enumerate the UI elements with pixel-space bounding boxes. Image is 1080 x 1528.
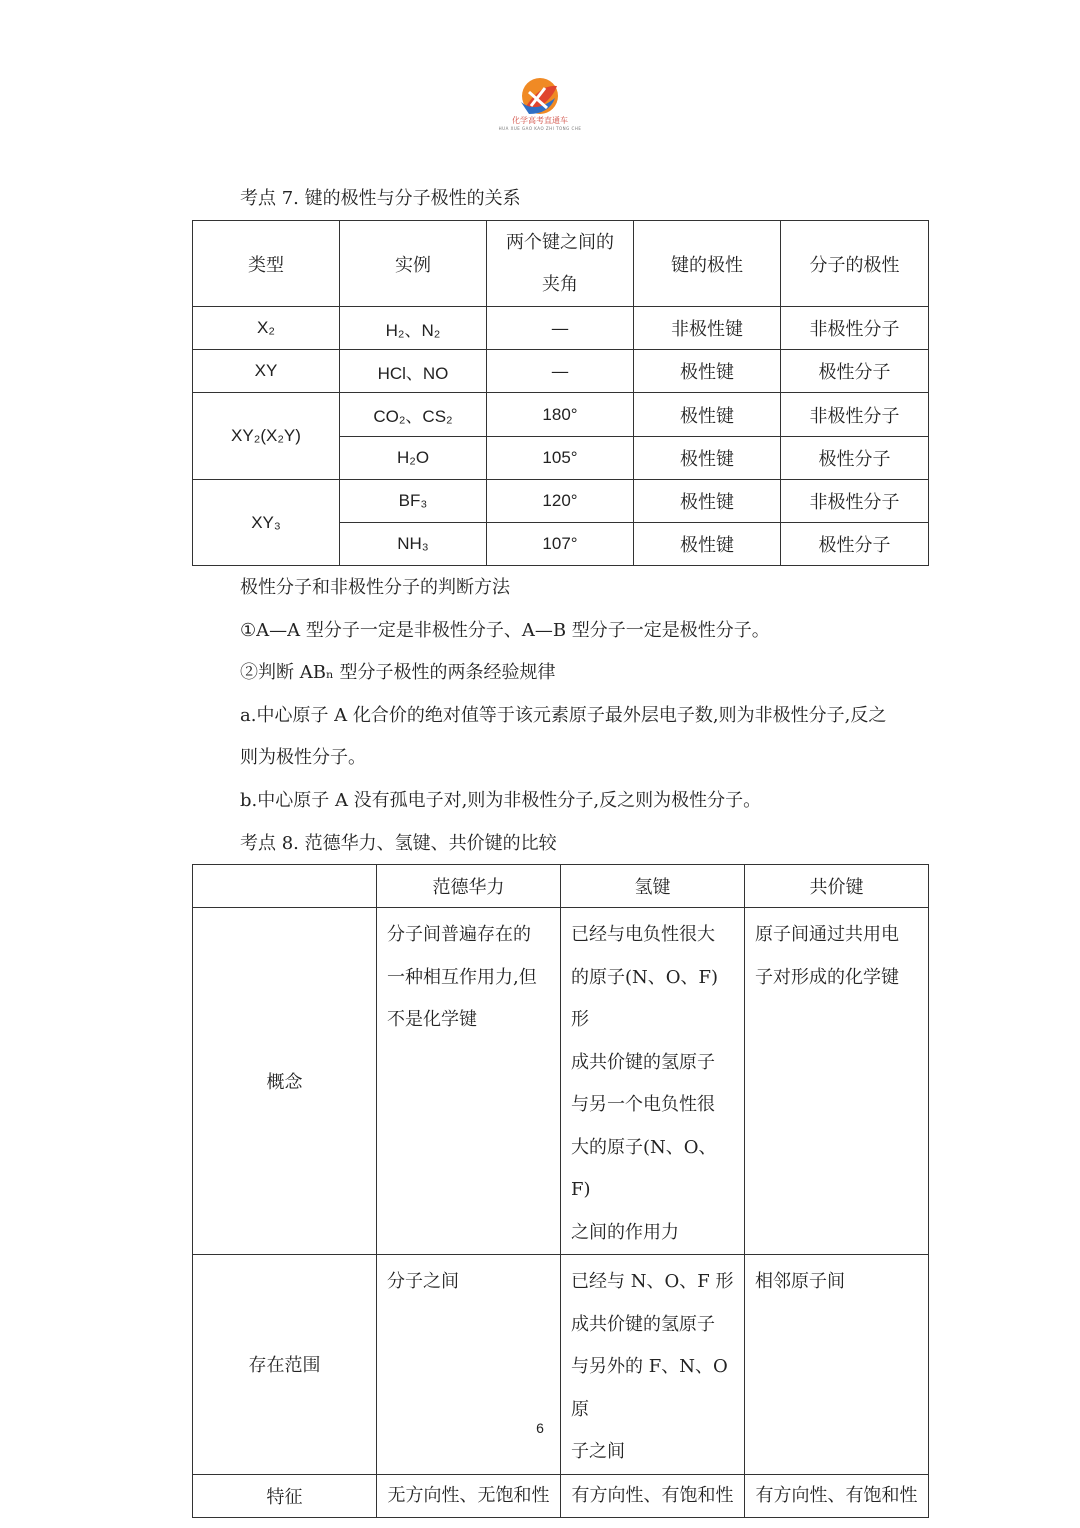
notes-paragraph: 则为极性分子。 [240,747,366,768]
header-vdw: 范德华力 [377,865,561,908]
header-bond-polarity: 键的极性 [634,221,781,307]
cell-angle: — [487,350,634,393]
cell-type: X₂ [193,307,340,350]
cell-angle: 107° [487,523,634,566]
header-angle: 两个键之间的夹角 [487,221,634,307]
cell-angle: 180° [487,393,634,437]
notes-paragraph: ①A—A 型分子一定是非极性分子、A—B 型分子一定是极性分子。 [240,620,770,641]
cell-vdw: 分子之间 [377,1255,561,1475]
cell-covalent: 有方向性、有饱和性 [745,1474,929,1517]
header-type: 类型 [193,221,340,307]
cell-bond: 极性键 [634,480,781,523]
table-row [193,393,929,437]
page-number: 6 [536,1420,544,1436]
cell-covalent: 原子间通过共用电 子对形成的化学键 [745,908,929,1255]
cell-hbond: 有方向性、有饱和性 [561,1474,745,1517]
section7-title: 考点 7. 键的极性与分子极性的关系 [240,188,521,209]
logo-subtext: HUA XUE GAO KAO ZHI TONG CHE [498,126,582,131]
cell-example: H₂O [340,437,487,480]
table-row [193,1255,929,1475]
cell-example: H₂、N₂ [340,307,487,350]
cell-vdw: 无方向性、无饱和性 [377,1474,561,1517]
cell-angle: — [487,307,634,350]
table-row [193,1474,929,1517]
cell-molecule: 非极性分子 [781,393,929,437]
cell-molecule: 非极性分子 [781,480,929,523]
cell-type: XY₃ [193,480,340,566]
header-covalent: 共价键 [745,865,929,908]
cell-molecule: 极性分子 [781,437,929,480]
table-row [193,480,929,523]
row-label-range: 存在范围 [193,1255,377,1475]
header-hbond: 氢键 [561,865,745,908]
section8-title: 考点 8. 范德华力、氢键、共价键的比较 [240,833,557,854]
cell-example: HCl、NO [340,350,487,393]
cell-covalent: 相邻原子间 [745,1255,929,1475]
cell-bond: 极性键 [634,523,781,566]
cell-bond: 极性键 [634,393,781,437]
logo-text: 化学高考直通车 [512,116,568,125]
table-row [193,307,929,350]
notes-paragraph: b.中心原子 A 没有孤电子对,则为非极性分子,反之则为极性分子。 [240,790,762,811]
cell-example: BF₃ [340,480,487,523]
cell-example: CO₂、CS₂ [340,393,487,437]
row-label-feature: 特征 [193,1474,377,1517]
cell-type: XY₂(X₂Y) [193,393,340,480]
cell-angle: 105° [487,437,634,480]
cell-bond: 极性键 [634,350,781,393]
cell-molecule: 极性分子 [781,523,929,566]
cell-type: XY [193,350,340,393]
notes-paragraph: a.中心原子 A 化合价的绝对值等于该元素原子最外层电子数,则为非极性分子,反之 [240,705,887,726]
notes-paragraph: ②判断 ABₙ 型分子极性的两条经验规律 [240,662,556,683]
bond-polarity-table [192,220,929,566]
table-header-row [193,865,929,908]
cell-bond: 非极性键 [634,307,781,350]
cell-molecule: 非极性分子 [781,307,929,350]
cell-molecule: 极性分子 [781,350,929,393]
cell-hbond: 已经与 N、O、F 形 成共价键的氢原子 与另外的 F、N、O 原 子之间 [561,1255,745,1475]
cell-bond: 极性键 [634,437,781,480]
row-label-concept: 概念 [193,908,377,1255]
cell-angle: 120° [487,480,634,523]
notes-heading: 极性分子和非极性分子的判断方法 [240,577,510,598]
header-empty [193,865,377,908]
table-row [193,908,929,1255]
table-header-row [193,221,929,307]
cell-example: NH₃ [340,523,487,566]
cell-hbond: 已经与电负性很大 的原子(N、O、F) 形 成共价键的氢原子 与另一个电负性很 大的原子(N、O、F) 之间的作用力 [561,908,745,1255]
table-row [193,350,929,393]
header-example: 实例 [340,221,487,307]
header-molecule-polarity: 分子的极性 [781,221,929,307]
cell-vdw: 分子间普遍存在的 一种相互作用力,但 不是化学键 [377,908,561,1255]
